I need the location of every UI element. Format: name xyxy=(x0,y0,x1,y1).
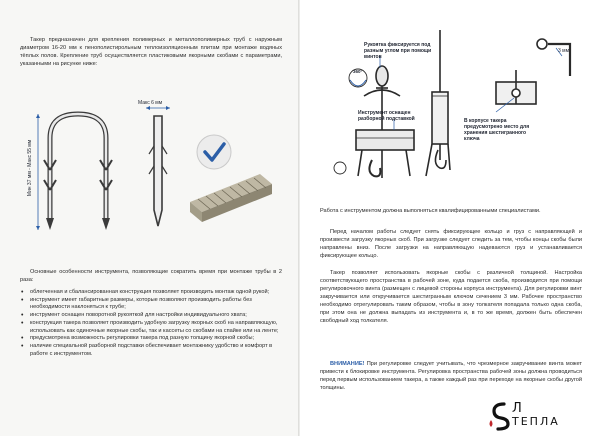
list-item: • конструкция такера позволяет производить удобную загрузку якорных скоб на направляющую, использовать как одиночные якорные скобы, так и кассеты со скобами на спайке или на ленте; xyxy=(20,320,282,335)
key-size-label: 3 мм xyxy=(558,48,570,54)
stand-callout: Инструмент оснащен разборной подставкой xyxy=(358,110,415,122)
intro-paragraph: Такер предназначен для крепления полимерных и металлополимерных труб с наружным диаметром 16-20 мм к пенополистирольным теплоизоляционным плитам при монтаже водяных тёплых полов. Крепление труб осуществляется пластиковыми якорными скобами с параметрами, указанными на рисунке ниже: xyxy=(20,37,282,67)
list-item: • предусмотрена возможность регулировки такера под разную толщину якорной скобы; xyxy=(20,335,282,343)
screw-callout: В корпусе такера предусмотрено место для хранения шестигранного ключа xyxy=(464,118,530,142)
height-label: Мин 37 мм - Макс 55 мм xyxy=(27,139,33,197)
handle-callout: Рукоятка фиксируется под разным углом при помощи винтов xyxy=(364,42,432,60)
check-icon xyxy=(196,134,232,170)
features-list xyxy=(20,289,282,358)
brand-logo-mark xyxy=(488,400,510,430)
list-item: • облегченная и сбалансированная конструкция позволяет производить монтаж одной рукой; xyxy=(20,289,282,297)
paragraph-qualified: Работа с инструментом должна выполняться квалифицированными специалистами. xyxy=(320,208,541,214)
list-item: • инструмент имеет габаритные размеры, которые позволяют производить работы без необходимости наклоняться к трубе; xyxy=(20,297,282,312)
list-item: • инструмент оснащен поворотной рукояткой для настройки индивидуального хвата; xyxy=(20,312,282,320)
brand-letter: Л xyxy=(512,401,522,416)
angle-badge: 360° xyxy=(353,69,363,74)
paragraph-adjustment: Такер позволяет использовать якорные скобы с различной толщиной. Настройка соответствующего пространства в рабочей зоне, куда подается скоба, производится при помощи регулировочного винта (размещен с лицевой стороны корпуса инструмента). Для регулировки винт закручивается или откручивается шестигранным ключом сечением 3 мм. Рабочее пространство необходимо отрегулировать таким образом, чтобы в зону толкателя попадала только одна скоба, при этом она не должна выпадать из инструмента и, в то же время, должен быть обеспечен свободный ход толкателя. xyxy=(320,270,582,324)
right-page xyxy=(300,0,600,436)
staple-cassette-image xyxy=(186,168,276,230)
warning-paragraph xyxy=(320,360,582,392)
brand-name: ТЕПЛА xyxy=(512,415,560,428)
list-item: • наличие специальной разборной подставки обеспечивает монтажнику удобство и комфорт в работе с инструментом. xyxy=(20,343,282,358)
max-width-label: Макс 6 мм xyxy=(138,100,163,106)
features-intro: Основные особенности инструмента, позволяющие сократить время при монтаже трубы в 2 раза: xyxy=(20,269,282,283)
warning-label: ВНИМАНИЕ! xyxy=(330,361,365,367)
staple-diagram xyxy=(30,98,190,243)
warning-text: При регулировке следует учитывать, что чрезмерное закручивание винта может привести к блокировке инструмента. Регулировка пространства рабочей зоны должна проводиться перед первым использованием такера, а также каждый раз при переходе на якорные скобы другой толщины. xyxy=(320,361,582,391)
tacker-diagram xyxy=(300,0,600,205)
paragraph-loading: Перед началом работы следует снять фиксирующее кольцо и груз с направляющей и произвести загрузку якорных скоб. При загрузке следует следить за тем, чтобы концы скобы были направлены вниз. После загрузки на направляющую надеваются груз и устанавливается фиксирующее кольцо. xyxy=(320,229,582,259)
